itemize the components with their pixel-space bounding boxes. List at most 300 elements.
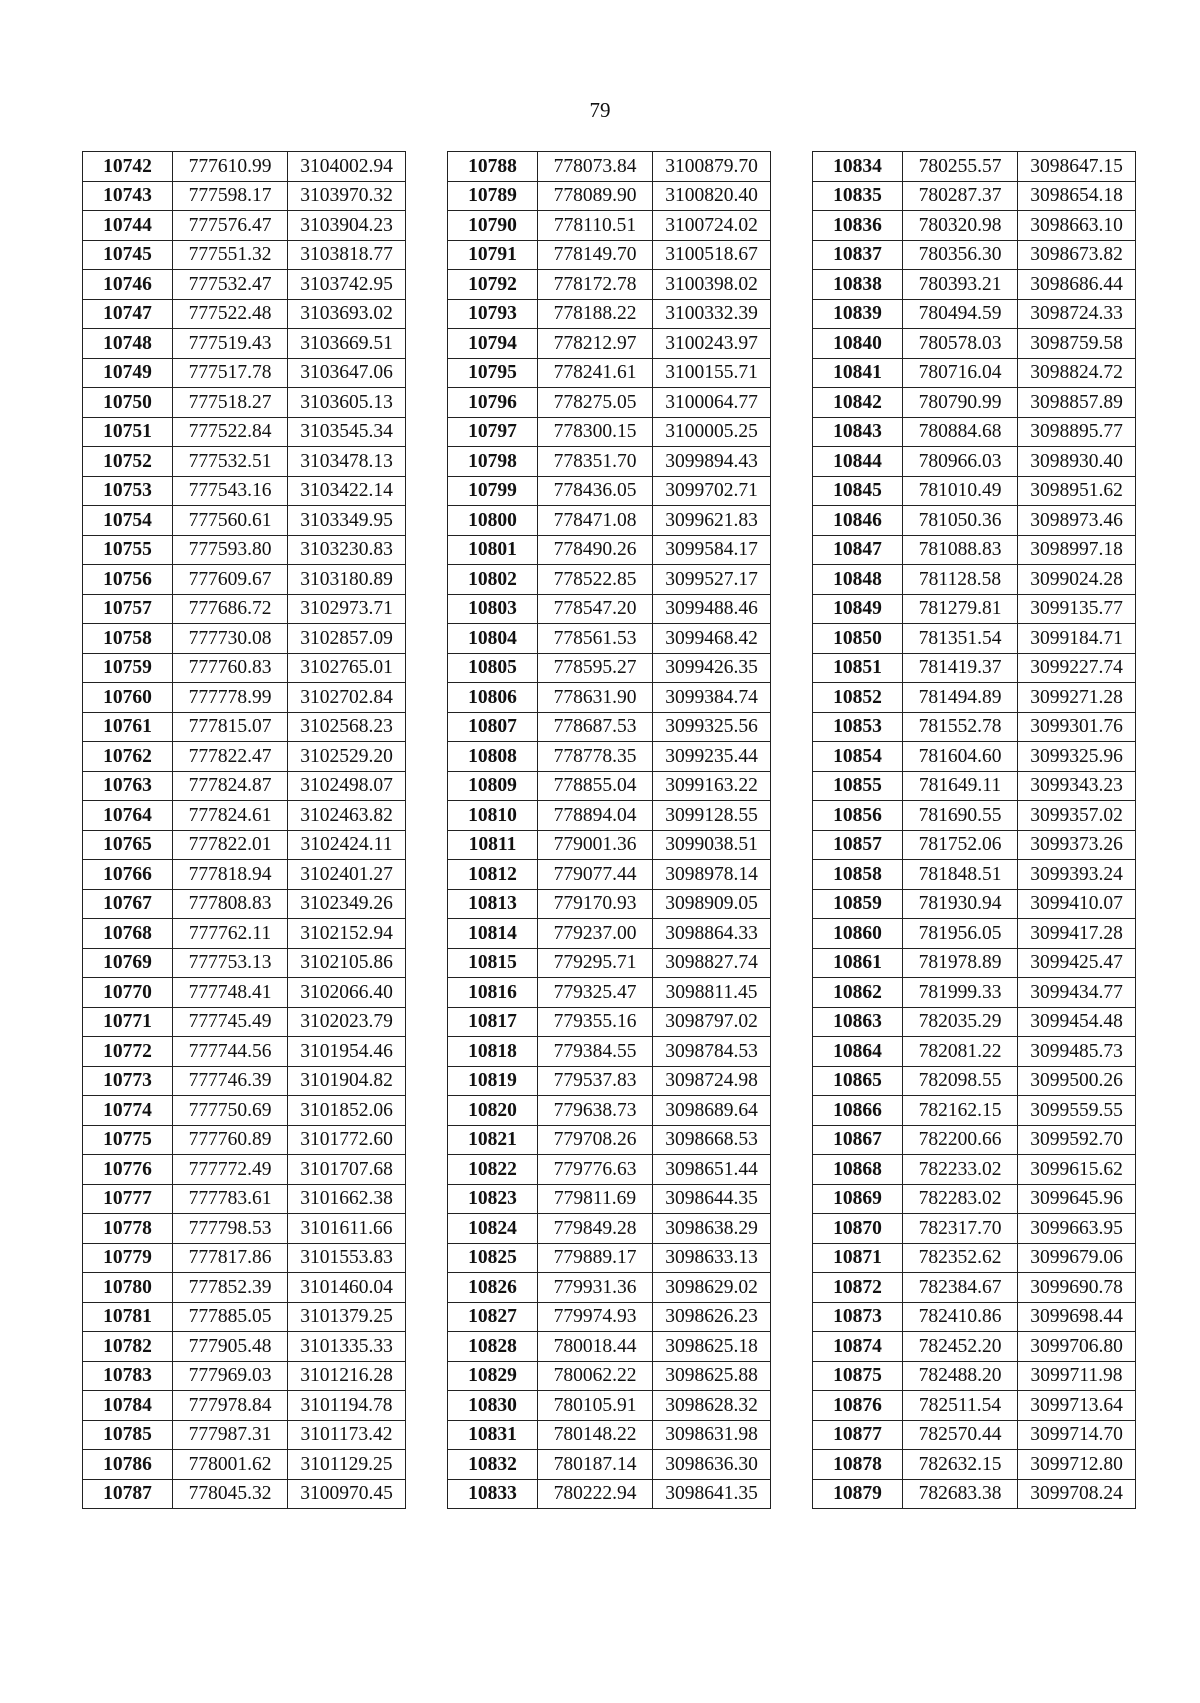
point-id-cell: 10803 — [448, 594, 538, 624]
y-coordinate-cell: 3098629.02 — [653, 1273, 771, 1303]
point-id-cell: 10769 — [83, 948, 173, 978]
point-id-cell: 10867 — [813, 1125, 903, 1155]
point-id-cell: 10836 — [813, 211, 903, 241]
x-coordinate-cell: 781494.89 — [903, 683, 1018, 713]
table-row — [83, 1273, 406, 1303]
table-row — [813, 1037, 1136, 1067]
point-id-cell: 10748 — [83, 329, 173, 359]
table-row — [448, 211, 771, 241]
y-coordinate-cell: 3098625.88 — [653, 1361, 771, 1391]
point-id-cell: 10795 — [448, 358, 538, 388]
y-coordinate-cell: 3103230.83 — [288, 535, 406, 565]
y-coordinate-cell: 3100518.67 — [653, 240, 771, 270]
x-coordinate-cell: 777760.89 — [173, 1125, 288, 1155]
table-row — [813, 1214, 1136, 1244]
point-id-cell: 10785 — [83, 1420, 173, 1450]
point-id-cell: 10747 — [83, 299, 173, 329]
point-id-cell: 10866 — [813, 1096, 903, 1126]
table-row — [813, 270, 1136, 300]
point-id-cell: 10812 — [448, 860, 538, 890]
x-coordinate-cell: 782081.22 — [903, 1037, 1018, 1067]
table-row — [813, 978, 1136, 1008]
y-coordinate-cell: 3098811.45 — [653, 978, 771, 1008]
y-coordinate-cell: 3099711.98 — [1018, 1361, 1136, 1391]
y-coordinate-cell: 3098724.33 — [1018, 299, 1136, 329]
table-row — [448, 1037, 771, 1067]
point-id-cell: 10822 — [448, 1155, 538, 1185]
x-coordinate-cell: 780716.04 — [903, 358, 1018, 388]
table-row — [813, 948, 1136, 978]
table-row — [448, 1332, 771, 1362]
table-row — [448, 948, 771, 978]
point-id-cell: 10763 — [83, 771, 173, 801]
point-id-cell: 10761 — [83, 712, 173, 742]
point-id-cell: 10832 — [448, 1450, 538, 1480]
table-row — [83, 299, 406, 329]
point-id-cell: 10749 — [83, 358, 173, 388]
y-coordinate-cell: 3099393.24 — [1018, 860, 1136, 890]
point-id-cell: 10759 — [83, 653, 173, 683]
table-row — [813, 860, 1136, 890]
table-row — [448, 830, 771, 860]
table-row — [448, 624, 771, 654]
table-row — [83, 211, 406, 241]
y-coordinate-cell: 3099301.76 — [1018, 712, 1136, 742]
x-coordinate-cell: 779001.36 — [538, 830, 653, 860]
x-coordinate-cell: 782200.66 — [903, 1125, 1018, 1155]
table-row — [83, 948, 406, 978]
x-coordinate-cell: 780884.68 — [903, 417, 1018, 447]
y-coordinate-cell: 3101611.66 — [288, 1214, 406, 1244]
table-row — [813, 830, 1136, 860]
y-coordinate-cell: 3099325.56 — [653, 712, 771, 742]
x-coordinate-cell: 778045.32 — [173, 1479, 288, 1509]
point-id-cell: 10845 — [813, 476, 903, 506]
table-row — [83, 447, 406, 477]
point-id-cell: 10758 — [83, 624, 173, 654]
y-coordinate-cell: 3099373.26 — [1018, 830, 1136, 860]
y-coordinate-cell: 3099714.70 — [1018, 1420, 1136, 1450]
y-coordinate-cell: 3101173.42 — [288, 1420, 406, 1450]
y-coordinate-cell: 3098997.18 — [1018, 535, 1136, 565]
point-id-cell: 10856 — [813, 801, 903, 831]
x-coordinate-cell: 781088.83 — [903, 535, 1018, 565]
x-coordinate-cell: 782683.38 — [903, 1479, 1018, 1509]
y-coordinate-cell: 3099527.17 — [653, 565, 771, 595]
y-coordinate-cell: 3098951.62 — [1018, 476, 1136, 506]
y-coordinate-cell: 3102702.84 — [288, 683, 406, 713]
point-id-cell: 10767 — [83, 889, 173, 919]
point-id-cell: 10853 — [813, 712, 903, 742]
point-id-cell: 10863 — [813, 1007, 903, 1037]
x-coordinate-cell: 778547.20 — [538, 594, 653, 624]
point-id-cell: 10811 — [448, 830, 538, 860]
point-id-cell: 10839 — [813, 299, 903, 329]
point-id-cell: 10801 — [448, 535, 538, 565]
y-coordinate-cell: 3098895.77 — [1018, 417, 1136, 447]
point-id-cell: 10778 — [83, 1214, 173, 1244]
point-id-cell: 10789 — [448, 181, 538, 211]
x-coordinate-cell: 780494.59 — [903, 299, 1018, 329]
x-coordinate-cell: 782098.55 — [903, 1066, 1018, 1096]
y-coordinate-cell: 3102401.27 — [288, 860, 406, 890]
table-row — [448, 1361, 771, 1391]
table-row — [83, 1007, 406, 1037]
table-row — [83, 683, 406, 713]
table-row — [83, 1243, 406, 1273]
y-coordinate-cell: 3098827.74 — [653, 948, 771, 978]
table-row — [83, 1184, 406, 1214]
x-coordinate-cell: 782352.62 — [903, 1243, 1018, 1273]
x-coordinate-cell: 778172.78 — [538, 270, 653, 300]
x-coordinate-cell: 777593.80 — [173, 535, 288, 565]
table-row — [448, 152, 771, 182]
x-coordinate-cell: 778212.97 — [538, 329, 653, 359]
point-id-cell: 10783 — [83, 1361, 173, 1391]
y-coordinate-cell: 3100155.71 — [653, 358, 771, 388]
y-coordinate-cell: 3103180.89 — [288, 565, 406, 595]
x-coordinate-cell: 778687.53 — [538, 712, 653, 742]
point-id-cell: 10837 — [813, 240, 903, 270]
point-id-cell: 10755 — [83, 535, 173, 565]
table-row — [83, 771, 406, 801]
table-row — [83, 742, 406, 772]
table-row — [813, 535, 1136, 565]
point-id-cell: 10859 — [813, 889, 903, 919]
point-id-cell: 10835 — [813, 181, 903, 211]
y-coordinate-cell: 3102349.26 — [288, 889, 406, 919]
table-row — [448, 299, 771, 329]
table-row — [813, 181, 1136, 211]
y-coordinate-cell: 3102023.79 — [288, 1007, 406, 1037]
table-row — [813, 1332, 1136, 1362]
table-row — [813, 447, 1136, 477]
point-id-cell: 10805 — [448, 653, 538, 683]
point-id-cell: 10751 — [83, 417, 173, 447]
x-coordinate-cell: 777818.94 — [173, 860, 288, 890]
y-coordinate-cell: 3101707.68 — [288, 1155, 406, 1185]
table-row — [83, 1125, 406, 1155]
x-coordinate-cell: 777517.78 — [173, 358, 288, 388]
x-coordinate-cell: 778300.15 — [538, 417, 653, 447]
x-coordinate-cell: 780018.44 — [538, 1332, 653, 1362]
point-id-cell: 10872 — [813, 1273, 903, 1303]
table-row — [83, 1391, 406, 1421]
point-id-cell: 10791 — [448, 240, 538, 270]
x-coordinate-cell: 777598.17 — [173, 181, 288, 211]
x-coordinate-cell: 779170.93 — [538, 889, 653, 919]
x-coordinate-cell: 778894.04 — [538, 801, 653, 831]
table-row — [448, 181, 771, 211]
point-id-cell: 10807 — [448, 712, 538, 742]
y-coordinate-cell: 3099135.77 — [1018, 594, 1136, 624]
table-row — [448, 653, 771, 683]
y-coordinate-cell: 3099621.83 — [653, 506, 771, 536]
table-row — [448, 683, 771, 713]
y-coordinate-cell: 3102424.11 — [288, 830, 406, 860]
x-coordinate-cell: 778089.90 — [538, 181, 653, 211]
y-coordinate-cell: 3098689.64 — [653, 1096, 771, 1126]
point-id-cell: 10753 — [83, 476, 173, 506]
table-row — [83, 181, 406, 211]
y-coordinate-cell: 3099184.71 — [1018, 624, 1136, 654]
y-coordinate-cell: 3099325.96 — [1018, 742, 1136, 772]
x-coordinate-cell: 781128.58 — [903, 565, 1018, 595]
y-coordinate-cell: 3098668.53 — [653, 1125, 771, 1155]
table-row — [448, 1302, 771, 1332]
point-id-cell: 10874 — [813, 1332, 903, 1362]
table-row — [448, 358, 771, 388]
table-row — [813, 417, 1136, 447]
point-id-cell: 10879 — [813, 1479, 903, 1509]
x-coordinate-cell: 777745.49 — [173, 1007, 288, 1037]
table-row — [448, 919, 771, 949]
x-coordinate-cell: 777978.84 — [173, 1391, 288, 1421]
table-row — [83, 1096, 406, 1126]
x-coordinate-cell: 778778.35 — [538, 742, 653, 772]
y-coordinate-cell: 3098638.29 — [653, 1214, 771, 1244]
x-coordinate-cell: 781978.89 — [903, 948, 1018, 978]
point-id-cell: 10868 — [813, 1155, 903, 1185]
y-coordinate-cell: 3098633.13 — [653, 1243, 771, 1273]
y-coordinate-cell: 3100724.02 — [653, 211, 771, 241]
y-coordinate-cell: 3099708.24 — [1018, 1479, 1136, 1509]
point-id-cell: 10834 — [813, 152, 903, 182]
x-coordinate-cell: 782317.70 — [903, 1214, 1018, 1244]
table-row — [83, 476, 406, 506]
table-row — [448, 889, 771, 919]
y-coordinate-cell: 3099343.23 — [1018, 771, 1136, 801]
y-coordinate-cell: 3099128.55 — [653, 801, 771, 831]
x-coordinate-cell: 782632.15 — [903, 1450, 1018, 1480]
x-coordinate-cell: 777987.31 — [173, 1420, 288, 1450]
table-row — [448, 594, 771, 624]
point-id-cell: 10810 — [448, 801, 538, 831]
x-coordinate-cell: 778490.26 — [538, 535, 653, 565]
table-row — [83, 594, 406, 624]
table-row — [448, 506, 771, 536]
y-coordinate-cell: 3103647.06 — [288, 358, 406, 388]
point-id-cell: 10841 — [813, 358, 903, 388]
x-coordinate-cell: 777748.41 — [173, 978, 288, 1008]
point-id-cell: 10781 — [83, 1302, 173, 1332]
y-coordinate-cell: 3098857.89 — [1018, 388, 1136, 418]
y-coordinate-cell: 3099271.28 — [1018, 683, 1136, 713]
point-id-cell: 10864 — [813, 1037, 903, 1067]
x-coordinate-cell: 777824.61 — [173, 801, 288, 831]
x-coordinate-cell: 777822.47 — [173, 742, 288, 772]
table-row — [83, 801, 406, 831]
y-coordinate-cell: 3099384.74 — [653, 683, 771, 713]
x-coordinate-cell: 777762.11 — [173, 919, 288, 949]
point-id-cell: 10766 — [83, 860, 173, 890]
x-coordinate-cell: 782162.15 — [903, 1096, 1018, 1126]
table-row — [813, 1066, 1136, 1096]
y-coordinate-cell: 3098641.35 — [653, 1479, 771, 1509]
y-coordinate-cell: 3099485.73 — [1018, 1037, 1136, 1067]
table-row — [448, 712, 771, 742]
x-coordinate-cell: 777760.83 — [173, 653, 288, 683]
point-id-cell: 10830 — [448, 1391, 538, 1421]
table-row — [813, 1007, 1136, 1037]
x-coordinate-cell: 778436.05 — [538, 476, 653, 506]
y-coordinate-cell: 3099584.17 — [653, 535, 771, 565]
y-coordinate-cell: 3102568.23 — [288, 712, 406, 742]
page-number: 79 — [589, 98, 611, 122]
y-coordinate-cell: 3098673.82 — [1018, 240, 1136, 270]
x-coordinate-cell: 780222.94 — [538, 1479, 653, 1509]
point-id-cell: 10824 — [448, 1214, 538, 1244]
x-coordinate-cell: 779776.63 — [538, 1155, 653, 1185]
table-row — [448, 565, 771, 595]
table-row — [448, 801, 771, 831]
x-coordinate-cell: 777824.87 — [173, 771, 288, 801]
y-coordinate-cell: 3098651.44 — [653, 1155, 771, 1185]
x-coordinate-cell: 781604.60 — [903, 742, 1018, 772]
point-id-cell: 10743 — [83, 181, 173, 211]
table-row — [813, 152, 1136, 182]
table-row — [448, 1450, 771, 1480]
table-row — [448, 1420, 771, 1450]
y-coordinate-cell: 3099488.46 — [653, 594, 771, 624]
point-id-cell: 10850 — [813, 624, 903, 654]
point-id-cell: 10775 — [83, 1125, 173, 1155]
table-row — [448, 742, 771, 772]
x-coordinate-cell: 779355.16 — [538, 1007, 653, 1037]
x-coordinate-cell: 780393.21 — [903, 270, 1018, 300]
point-id-cell: 10851 — [813, 653, 903, 683]
coordinate-table-3 — [812, 151, 1136, 1509]
table-row — [83, 329, 406, 359]
coordinate-table-2 — [447, 151, 771, 1509]
y-coordinate-cell: 3098654.18 — [1018, 181, 1136, 211]
point-id-cell: 10765 — [83, 830, 173, 860]
y-coordinate-cell: 3099645.96 — [1018, 1184, 1136, 1214]
x-coordinate-cell: 778522.85 — [538, 565, 653, 595]
x-coordinate-cell: 777532.47 — [173, 270, 288, 300]
point-id-cell: 10808 — [448, 742, 538, 772]
table-row — [83, 358, 406, 388]
x-coordinate-cell: 777744.56 — [173, 1037, 288, 1067]
x-coordinate-cell: 778855.04 — [538, 771, 653, 801]
x-coordinate-cell: 781690.55 — [903, 801, 1018, 831]
x-coordinate-cell: 777609.67 — [173, 565, 288, 595]
point-id-cell: 10858 — [813, 860, 903, 890]
table-row — [448, 388, 771, 418]
x-coordinate-cell: 777817.86 — [173, 1243, 288, 1273]
table-row — [83, 624, 406, 654]
x-coordinate-cell: 777518.27 — [173, 388, 288, 418]
x-coordinate-cell: 777753.13 — [173, 948, 288, 978]
point-id-cell: 10854 — [813, 742, 903, 772]
point-id-cell: 10754 — [83, 506, 173, 536]
point-id-cell: 10756 — [83, 565, 173, 595]
point-id-cell: 10806 — [448, 683, 538, 713]
table-row — [83, 1361, 406, 1391]
y-coordinate-cell: 3101954.46 — [288, 1037, 406, 1067]
table-row — [448, 535, 771, 565]
table-row — [448, 860, 771, 890]
y-coordinate-cell: 3098759.58 — [1018, 329, 1136, 359]
y-coordinate-cell: 3098628.32 — [653, 1391, 771, 1421]
point-id-cell: 10774 — [83, 1096, 173, 1126]
point-id-cell: 10773 — [83, 1066, 173, 1096]
point-id-cell: 10862 — [813, 978, 903, 1008]
table-row — [448, 240, 771, 270]
table-row — [813, 565, 1136, 595]
table-row — [448, 417, 771, 447]
table-row — [813, 1450, 1136, 1480]
point-id-cell: 10787 — [83, 1479, 173, 1509]
x-coordinate-cell: 779537.83 — [538, 1066, 653, 1096]
x-coordinate-cell: 780966.03 — [903, 447, 1018, 477]
x-coordinate-cell: 777905.48 — [173, 1332, 288, 1362]
y-coordinate-cell: 3100064.77 — [653, 388, 771, 418]
y-coordinate-cell: 3102529.20 — [288, 742, 406, 772]
y-coordinate-cell: 3100970.45 — [288, 1479, 406, 1509]
point-id-cell: 10826 — [448, 1273, 538, 1303]
table-row — [813, 506, 1136, 536]
y-coordinate-cell: 3104002.94 — [288, 152, 406, 182]
point-id-cell: 10802 — [448, 565, 538, 595]
x-coordinate-cell: 777798.53 — [173, 1214, 288, 1244]
table-row — [813, 624, 1136, 654]
point-id-cell: 10817 — [448, 1007, 538, 1037]
x-coordinate-cell: 779811.69 — [538, 1184, 653, 1214]
point-id-cell: 10798 — [448, 447, 538, 477]
x-coordinate-cell: 777532.51 — [173, 447, 288, 477]
point-id-cell: 10871 — [813, 1243, 903, 1273]
point-id-cell: 10861 — [813, 948, 903, 978]
x-coordinate-cell: 780578.03 — [903, 329, 1018, 359]
table-row — [813, 771, 1136, 801]
point-id-cell: 10762 — [83, 742, 173, 772]
point-id-cell: 10742 — [83, 152, 173, 182]
table-row — [813, 1155, 1136, 1185]
x-coordinate-cell: 781351.54 — [903, 624, 1018, 654]
y-coordinate-cell: 3101379.25 — [288, 1302, 406, 1332]
point-id-cell: 10750 — [83, 388, 173, 418]
x-coordinate-cell: 780356.30 — [903, 240, 1018, 270]
x-coordinate-cell: 781649.11 — [903, 771, 1018, 801]
y-coordinate-cell: 3103742.95 — [288, 270, 406, 300]
x-coordinate-cell: 782488.20 — [903, 1361, 1018, 1391]
y-coordinate-cell: 3099592.70 — [1018, 1125, 1136, 1155]
table-row — [83, 1420, 406, 1450]
x-coordinate-cell: 777772.49 — [173, 1155, 288, 1185]
y-coordinate-cell: 3098930.40 — [1018, 447, 1136, 477]
point-id-cell: 10857 — [813, 830, 903, 860]
point-id-cell: 10745 — [83, 240, 173, 270]
y-coordinate-cell: 3101129.25 — [288, 1450, 406, 1480]
table-row — [448, 1184, 771, 1214]
point-id-cell: 10797 — [448, 417, 538, 447]
x-coordinate-cell: 779325.47 — [538, 978, 653, 1008]
x-coordinate-cell: 777746.39 — [173, 1066, 288, 1096]
table-row — [83, 712, 406, 742]
x-coordinate-cell: 777686.72 — [173, 594, 288, 624]
x-coordinate-cell: 779931.36 — [538, 1273, 653, 1303]
table-row — [83, 1066, 406, 1096]
y-coordinate-cell: 3099690.78 — [1018, 1273, 1136, 1303]
y-coordinate-cell: 3098647.15 — [1018, 152, 1136, 182]
table-row — [813, 388, 1136, 418]
y-coordinate-cell: 3102973.71 — [288, 594, 406, 624]
y-coordinate-cell: 3099468.42 — [653, 624, 771, 654]
x-coordinate-cell: 777519.43 — [173, 329, 288, 359]
point-id-cell: 10860 — [813, 919, 903, 949]
y-coordinate-cell: 3098824.72 — [1018, 358, 1136, 388]
